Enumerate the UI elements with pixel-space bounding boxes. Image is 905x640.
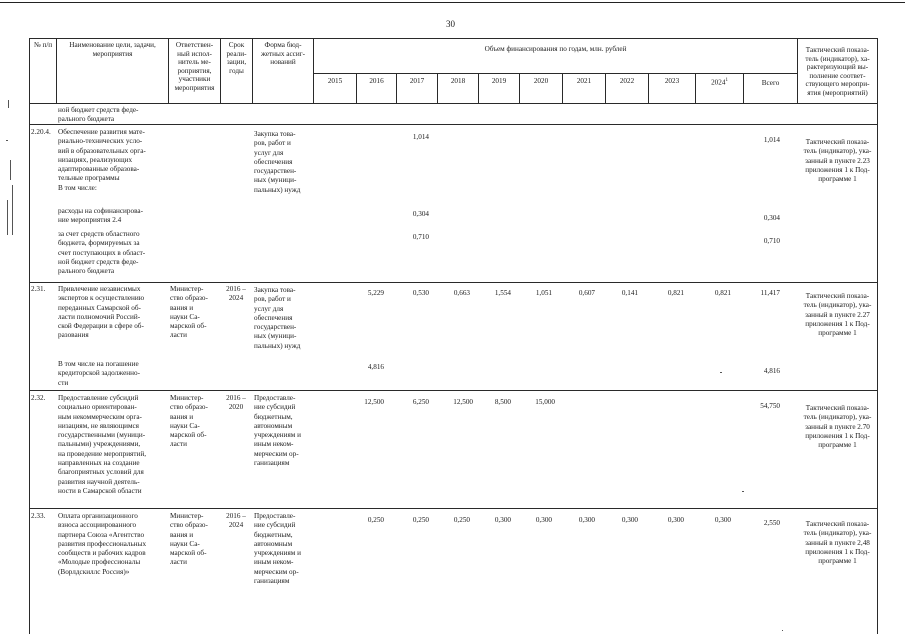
value-2024: 0,821 [714, 289, 731, 297]
value-2017: 1,014 [412, 133, 429, 141]
header-term: Срок реали- зации, годы [226, 41, 247, 75]
value-total: 0,710 [763, 237, 780, 245]
value-total: 0,304 [763, 214, 780, 222]
header-form: Форма бюд- жетных ассиг- нований [260, 41, 306, 67]
row-form: Предоставле- ние субсидий бюджетным, автономным учреждениям и иным неком- мерческим ор- ганизациям [254, 512, 301, 586]
row-name: Обеспечение развития мате- риально-технических усло- вий в образовательных орга- низациях, реализующих адаптированные образова- тельные программы В том числе: [58, 128, 146, 192]
header-year-2024: 2024$^1$ [711, 78, 728, 87]
header-responsible: Ответствен- ный испол- нитель ме- роприятия, участники мероприятия [174, 41, 215, 92]
row-indicator: Тактический показа- тель (индикатор), ука- занный в пункте 2.70 приложения 1 к Под- программе 1 [803, 404, 872, 450]
header-year: 2017 [409, 77, 425, 85]
header-year: 2021 [576, 77, 592, 85]
row-responsible: Министер- ство образо- вания и науки Са- марской об- ласти [170, 512, 208, 567]
scan-mark [12, 185, 13, 235]
value-total: 11,417 [760, 289, 780, 297]
header-indicator: Тактический показа- тель (индикатор), ха- рактеризующий вы- полнение соответ- ствующего меропри- ятия (мероприятий) [805, 46, 870, 97]
row-indicator: Тактический показа- тель (индикатор), ука- занный в пункте 2,48 приложения 1 к Под- программе 1 [803, 520, 872, 566]
value-2020: 0,300 [535, 516, 552, 524]
header-year: 2018 [450, 77, 466, 85]
row-name: В том числе на погашение кредиторской задолженно- сти [58, 360, 140, 387]
header-year: 2016 [369, 77, 384, 85]
row-form: Закупка това- ров, работ и услуг для обеспечения государствен- ных (муници- пальных) нужд [254, 130, 301, 194]
row-term: 2016 – 2024 [226, 285, 246, 303]
value-2018: 0,663 [453, 289, 470, 297]
row-term: 2016 – 2020 [226, 394, 246, 412]
value-2024: 0,300 [714, 516, 731, 524]
value-2016: 4,816 [367, 363, 384, 371]
header-year: 2022 [619, 77, 635, 85]
row-num: 2.20.4. [31, 128, 51, 136]
page-top-edge [0, 2, 905, 3]
header-year: 2019 [491, 77, 507, 85]
page-number: 30 [446, 19, 455, 29]
scan-mark [720, 372, 722, 373]
scan-mark [8, 100, 9, 108]
scan-mark [6, 140, 8, 141]
row-name: за счет средств областного бюджета, формируемых за счет поступающих в област- ной бюджет средств феде- рального бюджета [58, 230, 146, 276]
value-2019: 1,554 [494, 289, 511, 297]
value-2017: 0,530 [412, 289, 429, 297]
value-2023: 0,300 [667, 516, 684, 524]
value-2019: 8,500 [494, 398, 511, 406]
value-2022: 0,141 [621, 289, 638, 297]
value-total: 4,816 [763, 367, 780, 375]
footnote-mark: 1 [725, 78, 728, 83]
value-2017: 0,710 [412, 233, 429, 241]
value-total: 54,750 [760, 402, 780, 410]
row-responsible: Министер- ство образо- вания и науки Са- марской об- ласти [170, 285, 208, 340]
row-name: Предоставление субсидий социально ориентирован- ным некоммерческим орга- низациям, не являющимся государственными (муници- пальными) учреждениями, на проведение мероприятий, направленных на создание благоприятных условий для развития научной деятель- ности в Самарской области [58, 394, 146, 495]
value-2016: 12,500 [364, 398, 384, 406]
scan-mark [7, 200, 8, 235]
value-2018: 12,500 [453, 398, 473, 406]
row-num: 2.32. [31, 394, 46, 402]
value-2021: 0,607 [578, 289, 595, 297]
value-total: 1,014 [763, 136, 780, 144]
scan-mark [782, 630, 783, 631]
value-2022: 0,300 [621, 516, 638, 524]
value-2019: 0,300 [494, 516, 511, 524]
scan-mark [10, 160, 11, 180]
value-2020: 15,000 [535, 398, 555, 406]
row-form: Предоставле- ние субсидий бюджетным, автономным учреждениям и иным неком- мерческим ор- ганизациям [254, 394, 301, 468]
row-indicator: Тактический показа- тель (индикатор), ука- занный в пункте 2.23 приложения 1 к Под- программе 1 [803, 138, 872, 184]
header-name: Наименование цели, задачи, мероприятия [69, 41, 156, 58]
row-num: 2.33. [31, 512, 46, 520]
value-2020: 1,051 [535, 289, 552, 297]
row-name: Привлечение независимых экспертов к осуществлению переданных Самарской об- ласти полномочий Россий- ской Федерации в сфере об- разования [58, 285, 145, 340]
row-term: 2016 – 2024 [226, 512, 246, 530]
value-2017: 0,304 [412, 210, 429, 218]
header-year: 2023 [664, 77, 680, 85]
header-total: Всего [761, 79, 780, 87]
row-name: Оплата организационного взноса ассоциированного партнера Союза «Агентство развития профессиональных сообществ и рабочих кадров «Молодые профессионалы (Ворлдскиллс Россия)» [58, 512, 147, 576]
value-2016: 0,250 [367, 516, 384, 524]
value-2016: 5,229 [367, 289, 384, 297]
header-num: № п/п [33, 41, 53, 49]
row-responsible: Министер- ство образо- вания и науки Са- марской об- ласти [170, 394, 208, 449]
value-2023: 0,821 [667, 289, 684, 297]
value-2017: 0,250 [412, 516, 429, 524]
value-total: 2,550 [763, 519, 780, 527]
value-2018: 0,250 [453, 516, 470, 524]
value-2021: 0,300 [578, 516, 595, 524]
row-name: расходы на софинансирова- ние мероприятия 2.4 [58, 207, 143, 225]
row-num: 2.31. [31, 285, 46, 293]
row-form: Закупка това- ров, работ и услуг для обеспечения государствен- ных (муници- пальных) нужд [254, 286, 301, 350]
header-finance: Объем финансирования по годам, млн. рублей [484, 45, 627, 53]
row-continuation-name: ной бюджет средств феде- рального бюджета [58, 106, 139, 124]
header-year: 2020 [533, 77, 549, 85]
scan-mark [742, 491, 744, 492]
header-year: 2015 [327, 77, 343, 85]
value-2017: 6,250 [412, 398, 429, 406]
row-indicator: Тактический показа- тель (индикатор), ука- занный в пункте 2.27 приложения 1 к Под- программе 1 [803, 292, 872, 338]
